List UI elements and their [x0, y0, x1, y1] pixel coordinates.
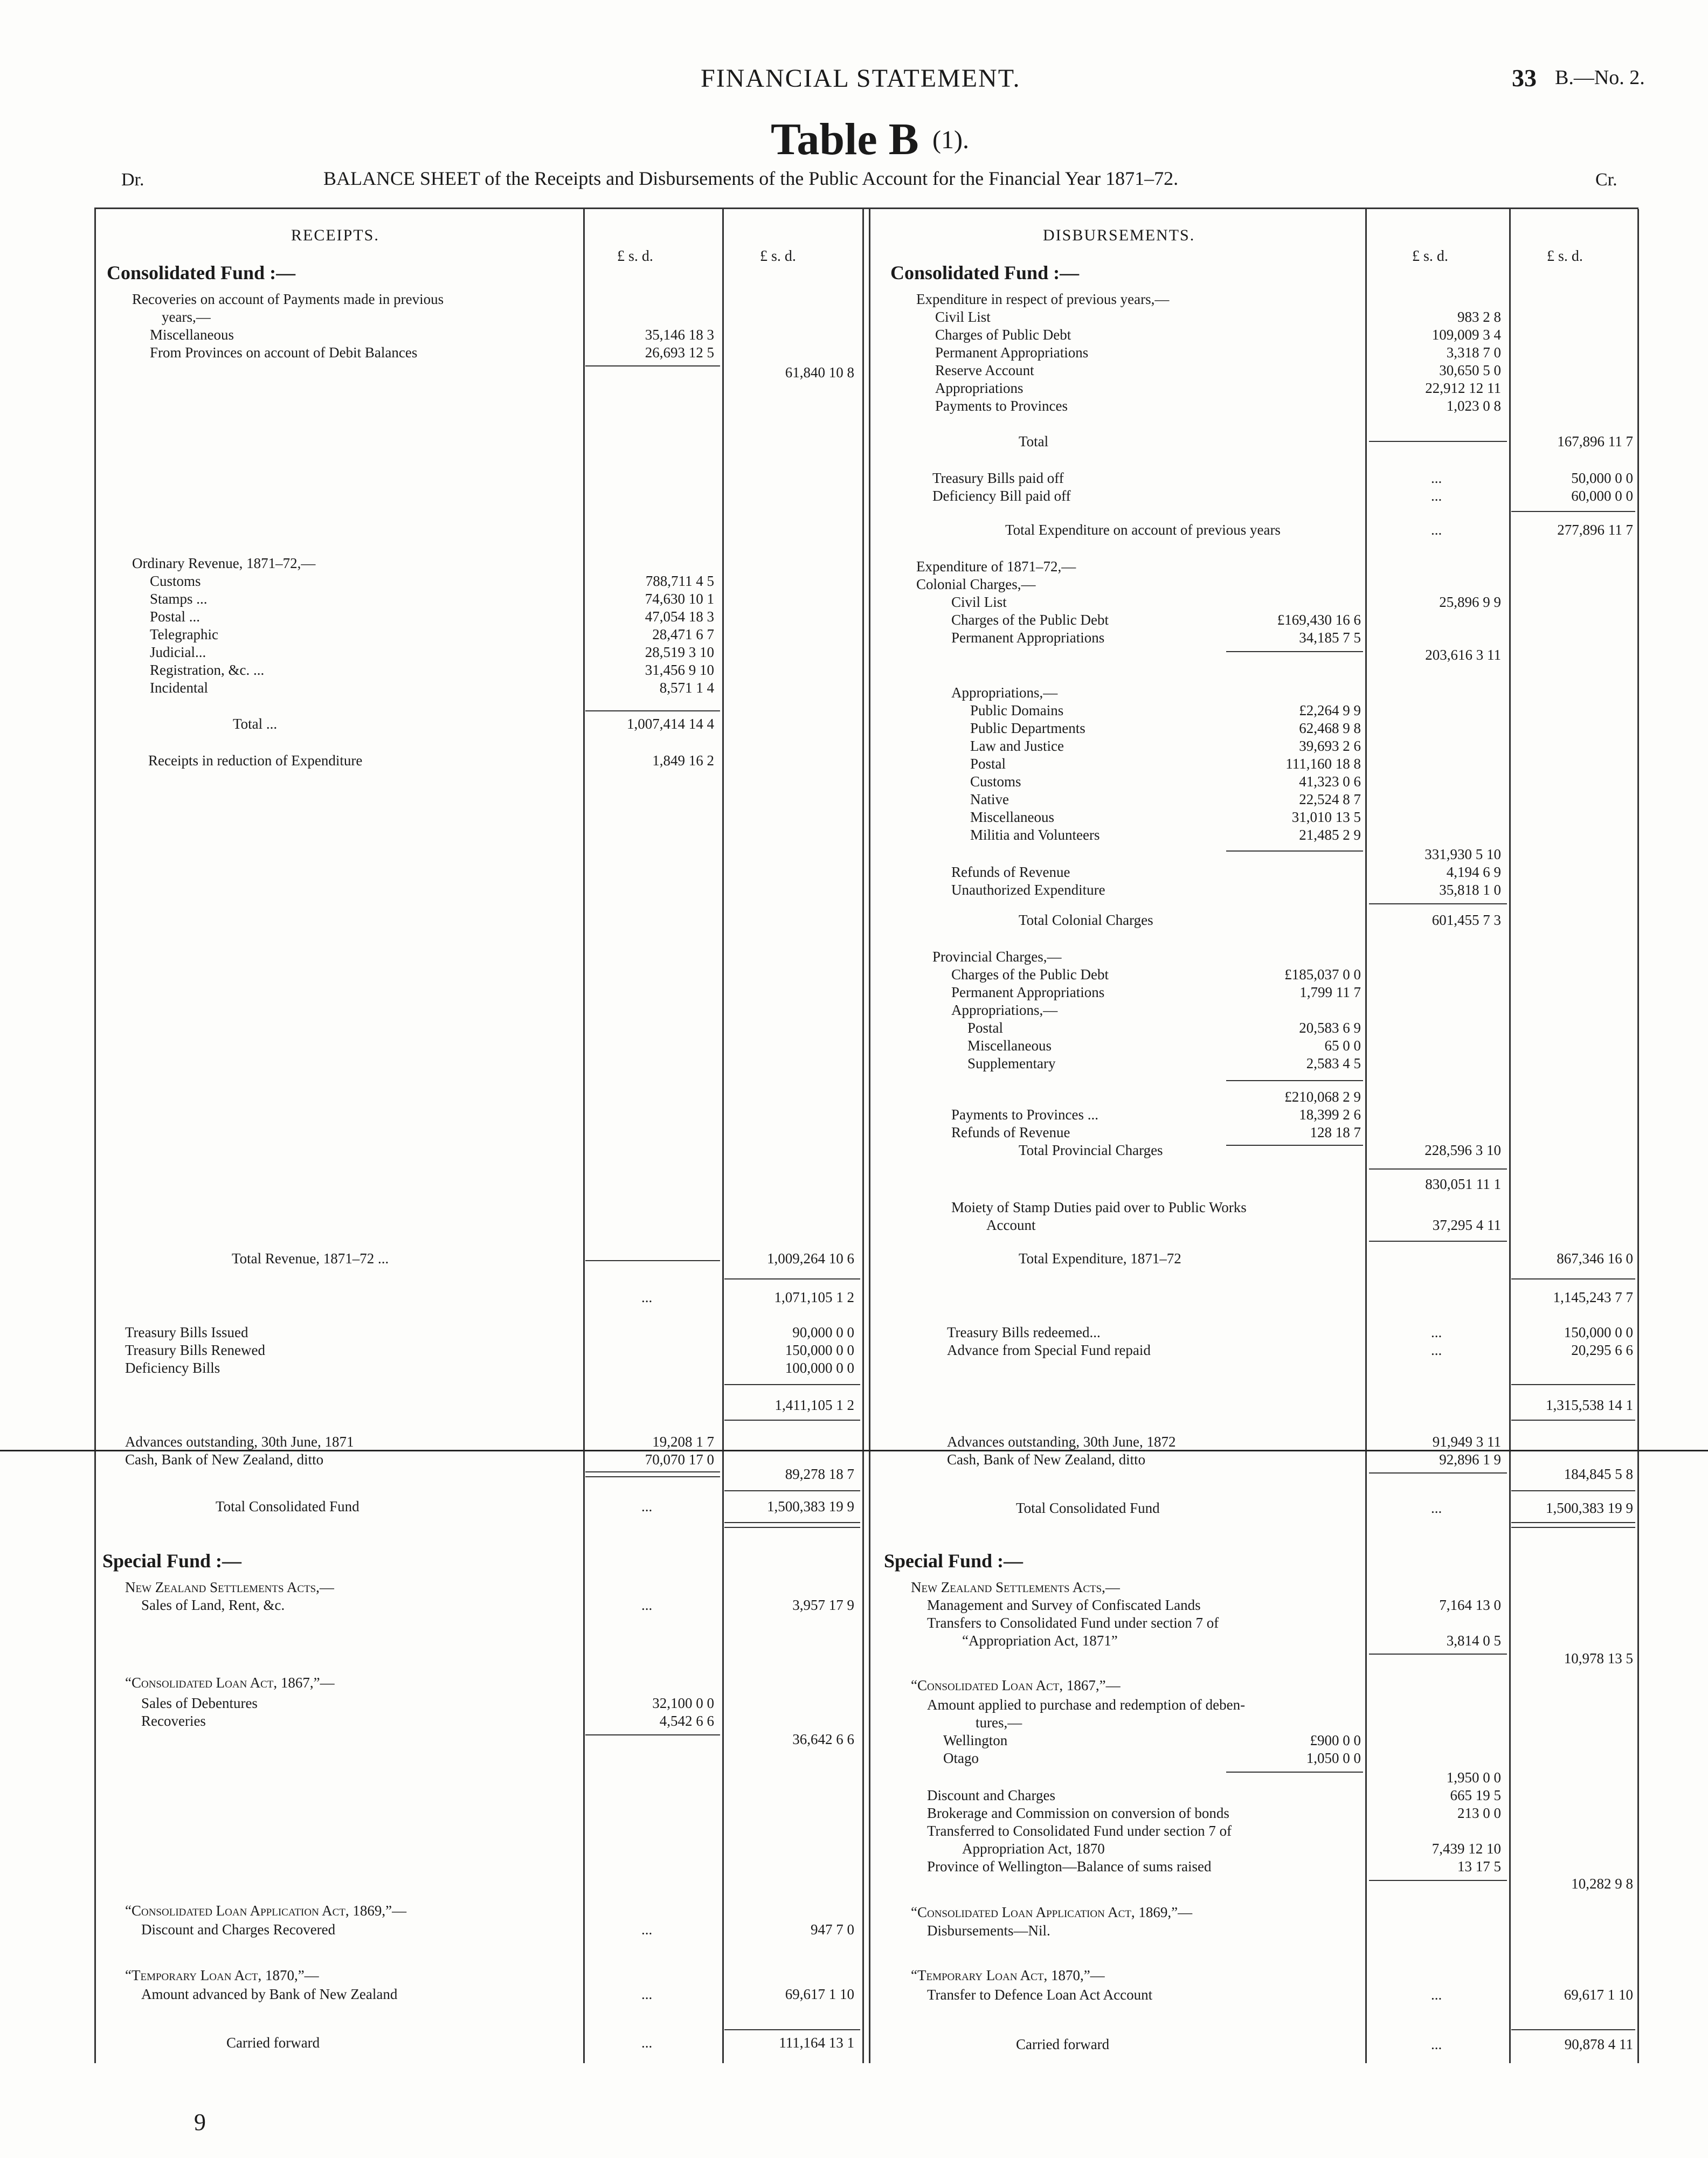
subtotal1-ellipsis: ... [641, 1289, 653, 1305]
right-total-label: Total [1019, 433, 1049, 449]
def-paid-ellipsis: ... [1431, 488, 1442, 504]
exp-7172-heading: Expenditure of 1871–72,— [916, 558, 1076, 575]
subtotal2-rule [724, 1384, 860, 1385]
moiety-value: 37,295 4 11 [1432, 1217, 1501, 1233]
advance-sf-value: 20,295 6 6 [1571, 1342, 1633, 1358]
advances-1872-label: Advances outstanding, 30th June, 1872 [947, 1434, 1176, 1450]
discount-charges-label: Discount and Charges [927, 1787, 1055, 1803]
tb-redeemed-ellipsis: ... [1431, 1324, 1442, 1340]
revenue-item-value: 28,519 3 10 [645, 644, 714, 660]
previous-year-item-label: Appropriations [935, 380, 1024, 396]
provincial-heading: Provincial Charges,— [932, 949, 1062, 965]
charges-pd-label: Charges of the Public Debt [951, 612, 1109, 628]
left-carried-ellipsis: ... [641, 2035, 653, 2051]
right-total-cf-ellipsis: ... [1431, 1500, 1442, 1516]
colonial-heading: Colonial Charges,— [916, 576, 1036, 592]
prov-pd-label: Charges of the Public Debt [951, 966, 1109, 983]
left-total-cf-value: 1,500,383 19 9 [767, 1498, 854, 1514]
recoveries-line-2: years,— [162, 309, 211, 325]
prov-refunds-underline [1226, 1145, 1363, 1146]
revenue-item-value: 47,054 18 3 [645, 608, 714, 625]
appropriation-item-label: Militia and Volunteers [970, 827, 1100, 843]
appropriation-item-label: Public Domains [970, 702, 1064, 718]
bnz-advance-value: 69,617 1 10 [785, 1986, 854, 2002]
units-col-1: £ s. d. [617, 248, 653, 265]
right-total-value: 167,896 11 7 [1557, 433, 1633, 449]
moiety-underline [1369, 1241, 1507, 1242]
cash-bnz-label-left: Cash, Bank of New Zealand, ditto [125, 1451, 324, 1468]
prov-app-heading: Appropriations,— [951, 1002, 1058, 1018]
total-revenue-underline [585, 1260, 720, 1261]
brokerage-value: 213 0 0 [1457, 1805, 1501, 1821]
ordinary-revenue-heading: Ordinary Revenue, 1871–72,— [132, 555, 316, 571]
left-claa-heading: “Consolidated Loan Application Act, 1869,”— [125, 1903, 407, 1919]
left-recoveries-label: Recoveries [141, 1713, 206, 1729]
prov-perm-value: 1,799 11 7 [1299, 984, 1361, 1000]
cash-double-underline [585, 1471, 720, 1477]
left-total-cf-double [724, 1522, 860, 1528]
advances-1871-label: Advances outstanding, 30th June, 1871 [125, 1434, 354, 1450]
left-recoveries-value: 4,542 6 6 [659, 1713, 714, 1729]
appropriation-item-value: 62,468 9 8 [1299, 720, 1361, 736]
right-cash-total-rule [1511, 1490, 1635, 1491]
discount-recovered-label: Discount and Charges Recovered [141, 1921, 336, 1938]
transferred-value: 7,439 12 10 [1432, 1841, 1501, 1857]
right-cash-underline [1369, 1472, 1507, 1474]
tb-paid-value: 50,000 0 0 [1571, 470, 1633, 486]
advance-sf-label: Advance from Special Fund repaid [947, 1342, 1151, 1358]
appropriation-item-value: 22,524 8 7 [1299, 791, 1361, 807]
otago-label: Otago [943, 1750, 979, 1766]
provinces-value: 26,693 12 5 [645, 344, 714, 361]
appropriation-item-value: 111,160 18 8 [1285, 756, 1361, 772]
tb-paid-ellipsis: ... [1431, 470, 1442, 486]
wellington-value: £900 0 0 [1310, 1732, 1361, 1748]
bnz-advance-label: Amount advanced by Bank of New Zealand [141, 1986, 398, 2002]
cla-right-underline [1369, 1880, 1507, 1881]
otago-underline [1226, 1772, 1363, 1773]
revenue-item-label: Incidental [150, 680, 208, 696]
civil-list-value: 25,896 9 9 [1439, 594, 1501, 610]
prov-perm-label: Permanent Appropriations [951, 984, 1105, 1000]
appropriation-item-label: Law and Justice [970, 738, 1064, 754]
revenue-item-label: Postal ... [150, 608, 200, 625]
document-reference: B.—No. 2. [1555, 66, 1645, 89]
refunds-label: Refunds of Revenue [951, 864, 1070, 880]
appropriation-item-value: 39,693 2 6 [1299, 738, 1361, 754]
cla-underline [585, 1734, 720, 1735]
sales-land-ellipsis: ... [641, 1597, 653, 1613]
wellington-label: Wellington [943, 1732, 1008, 1748]
deficiency-bills-label: Deficiency Bills [125, 1360, 220, 1376]
left-carried-label: Carried forward [226, 2035, 320, 2051]
subtotal1-rule [724, 1278, 860, 1279]
disbursements-heading: DISBURSEMENTS. [1043, 226, 1195, 244]
mgmt-value: 7,164 13 0 [1439, 1597, 1501, 1613]
previous-year-item-label: Permanent Appropriations [935, 344, 1089, 361]
tb-redeemed-label: Treasury Bills redeemed... [947, 1324, 1101, 1340]
revenue-underline [585, 710, 720, 711]
previous-year-item-label: Payments to Provinces [935, 398, 1068, 414]
revenue-item-label: Registration, &c. ... [150, 662, 265, 678]
left-cla-total: 36,642 6 6 [792, 1731, 854, 1747]
colonial-total-rule [1369, 903, 1507, 904]
right-tla-heading: “Temporary Loan Act, 1870,”— [911, 1967, 1105, 1983]
right-special-fund-heading: Special Fund :— [884, 1550, 1024, 1572]
right-total-cf-value: 1,500,383 19 9 [1546, 1500, 1633, 1516]
app-underline [1226, 850, 1363, 852]
right-nzsa-total: 10,978 13 5 [1564, 1650, 1633, 1666]
treasury-bills-issued-label: Treasury Bills Issued [125, 1324, 248, 1340]
advance-sf-ellipsis: ... [1431, 1342, 1442, 1358]
page-number: 33 [1512, 64, 1537, 92]
amount-applied-line-2: tures,— [976, 1714, 1022, 1731]
receipts-col-divider-1 [583, 209, 585, 2063]
treasury-bills-renewed-label: Treasury Bills Renewed [125, 1342, 265, 1358]
left-total-cf-ellipsis: ... [641, 1498, 653, 1514]
amount-applied-line-1: Amount applied to purchase and redemption of deben- [927, 1697, 1246, 1713]
app-total-value: 331,930 5 10 [1425, 846, 1501, 862]
right-carried-rule [1511, 2029, 1635, 2030]
unauth-value: 35,818 1 0 [1439, 882, 1501, 898]
transfers-value: 3,814 0 5 [1446, 1633, 1501, 1649]
appropriation-item-label: Miscellaneous [970, 809, 1054, 825]
disb-col-divider-1 [1365, 209, 1367, 2063]
recoveries-line-1: Recoveries on account of Payments made in previous [132, 291, 444, 307]
transfers-line-2: “Appropriation Act, 1871” [962, 1633, 1118, 1649]
advances-1871-value: 19,208 1 7 [652, 1434, 714, 1450]
table-suffix: (1). [932, 126, 969, 154]
total-prov-value: 228,596 3 10 [1425, 1142, 1501, 1158]
disb-col-divider-2 [1509, 209, 1511, 2063]
left-carried-value: 111,164 13 1 [779, 2035, 854, 2051]
civil-list-label: Civil List [951, 594, 1007, 610]
unauth-label: Unauthorized Expenditure [951, 882, 1105, 898]
sales-debentures-label: Sales of Debentures [141, 1695, 258, 1711]
treasury-bills-issued-value: 90,000 0 0 [792, 1324, 854, 1340]
total-revenue-label: Total Revenue, 1871–72 ... [232, 1250, 389, 1267]
left-carried-rule [724, 2029, 860, 2030]
colonial-sub-value: 203,616 3 11 [1425, 647, 1501, 663]
previous-year-item-value: 30,650 5 0 [1439, 362, 1501, 378]
transferred-line-2: Appropriation Act, 1870 [962, 1841, 1105, 1857]
revenue-item-value: 788,711 4 5 [645, 573, 714, 589]
previous-year-item-label: Charges of Public Debt [935, 327, 1071, 343]
cash-bnz-value-left: 70,070 17 0 [645, 1451, 714, 1468]
moiety-line-1: Moiety of Stamp Duties paid over to Public Works [951, 1199, 1247, 1215]
table-title: Table B [771, 114, 919, 164]
total-prev-ellipsis: ... [1431, 522, 1442, 538]
page-title: FINANCIAL STATEMENT. [701, 64, 1021, 93]
left-border [94, 209, 96, 2063]
right-cla-total: 10,282 9 8 [1571, 1876, 1633, 1892]
province-wellington-value: 13 17 5 [1457, 1858, 1501, 1875]
revenue-total-value: 1,007,414 14 4 [627, 716, 714, 732]
appropriation-item-label: Customs [970, 773, 1021, 790]
subtotal2-underline [724, 1420, 860, 1421]
sum1-value: 830,051 11 1 [1425, 1176, 1501, 1192]
recoveries-total: 61,840 10 8 [785, 364, 854, 381]
transfer-def-ellipsis: ... [1431, 1987, 1442, 2003]
perm-app-value: 34,185 7 5 [1299, 630, 1361, 646]
right-cash-total: 184,845 5 8 [1564, 1466, 1633, 1482]
previous-year-item-value: 3,318 7 0 [1446, 344, 1501, 361]
prov-misc-value: 65 0 0 [1324, 1038, 1361, 1054]
right-consolidated-fund-heading: Consolidated Fund :— [890, 262, 1080, 283]
revenue-item-value: 8,571 1 4 [659, 680, 714, 696]
previous-year-item-label: Civil List [935, 309, 991, 325]
total-prev-label: Total Expenditure on account of previous years [1005, 522, 1281, 538]
prov-sub-underline [1226, 1080, 1363, 1081]
prev-years-heading: Expenditure in respect of previous years,— [916, 291, 1170, 307]
sales-land-value: 3,957 17 9 [792, 1597, 854, 1613]
right-subtotal1-rule [1511, 1278, 1635, 1279]
right-total-cf-label: Total Consolidated Fund [1016, 1500, 1160, 1516]
def-paid-label: Deficiency Bill paid off [932, 488, 1071, 504]
disbursements-nil: Disbursements—Nil. [927, 1922, 1050, 1939]
receipts-col-divider-2 [722, 209, 724, 2063]
prov-sub-value: £210,068 2 9 [1284, 1089, 1361, 1105]
right-subtotal2-rule [1511, 1384, 1635, 1385]
prov-supp-label: Supplementary [967, 1055, 1056, 1071]
moiety-line-2: Account [986, 1217, 1036, 1233]
tb-redeemed-value: 150,000 0 0 [1564, 1324, 1633, 1340]
prev-total-rule [1511, 511, 1635, 512]
revenue-item-value: 74,630 10 1 [645, 591, 714, 607]
appropriations-heading: Appropriations,— [951, 684, 1058, 701]
appropriation-item-value: £2,264 9 9 [1299, 702, 1361, 718]
prov-misc-label: Miscellaneous [967, 1038, 1052, 1054]
misc-label: Miscellaneous [150, 327, 234, 343]
previous-year-item-value: 22,912 12 11 [1425, 380, 1501, 396]
appropriation-item-label: Public Departments [970, 720, 1085, 736]
units-col-3: £ s. d. [1412, 248, 1448, 265]
mgmt-label: Management and Survey of Confiscated Lands [927, 1597, 1201, 1613]
left-total-cf-label: Total Consolidated Fund [216, 1498, 359, 1514]
receipts-reduction-label: Receipts in reduction of Expenditure [148, 752, 363, 769]
transferred-line-1: Transferred to Consolidated Fund under section 7 of [927, 1823, 1232, 1839]
otago-value: 1,050 0 0 [1306, 1750, 1361, 1766]
cash-bnz-value-right: 92,896 1 9 [1439, 1451, 1501, 1468]
refunds-value: 4,194 6 9 [1446, 864, 1501, 880]
cash-total-rule [724, 1490, 860, 1491]
prev-underline [1369, 441, 1507, 442]
total-revenue-value: 1,009,264 10 6 [767, 1250, 854, 1267]
bnz-advance-ellipsis: ... [641, 1986, 653, 2002]
revenue-item-value: 31,456 9 10 [645, 662, 714, 678]
provinces-label: From Provinces on account of Debit Balances [150, 344, 418, 361]
debit-marker: Dr. [121, 170, 144, 190]
right-nzsa-heading: New Zealand Settlements Acts,— [911, 1579, 1120, 1595]
transfer-def-value: 69,617 1 10 [1564, 1987, 1633, 2003]
recoveries-underline [585, 365, 720, 366]
sales-debentures-value: 32,100 0 0 [652, 1695, 714, 1711]
center-divider-double [869, 209, 870, 2063]
prov-refunds-value: 128 18 7 [1310, 1124, 1361, 1140]
revenue-item-value: 28,471 6 7 [652, 626, 714, 642]
revenue-item-label: Judicial... [150, 644, 206, 660]
table-top-rule [94, 208, 1638, 209]
left-tla-heading: “Temporary Loan Act, 1870,”— [125, 1967, 319, 1983]
units-col-2: £ s. d. [760, 248, 796, 265]
transfer-def-label: Transfer to Defence Loan Act Account [927, 1987, 1153, 2003]
right-cla-heading: “Consolidated Loan Act, 1867,”— [911, 1677, 1121, 1693]
balance-sheet-subtitle: BALANCE SHEET of the Receipts and Disbursements of the Public Account for the Financial Year 1871–72. [323, 168, 1179, 189]
revenue-item-label: Customs [150, 573, 201, 589]
total-colonial-value: 601,455 7 3 [1432, 912, 1501, 928]
advances-1872-value: 91,949 3 11 [1432, 1434, 1501, 1450]
right-carried-value: 90,878 4 11 [1564, 2036, 1633, 2052]
right-carried-ellipsis: ... [1431, 2036, 1442, 2052]
left-cla-heading: “Consolidated Loan Act, 1867,”— [125, 1675, 335, 1691]
right-carried-label: Carried forward [1016, 2036, 1110, 2052]
brokerage-label: Brokerage and Commission on conversion of bonds [927, 1805, 1229, 1821]
revenue-item-label: Stamps ... [150, 591, 208, 607]
transfers-line-1: Transfers to Consolidated Fund under section 7 of [927, 1615, 1219, 1631]
right-border [1637, 209, 1639, 2063]
receipts-heading: RECEIPTS. [291, 226, 379, 244]
discount-charges-value: 665 19 5 [1450, 1787, 1501, 1803]
appropriation-item-value: 31,010 13 5 [1291, 809, 1361, 825]
right-subtotal2-underline [1511, 1420, 1635, 1421]
prov-postal-label: Postal [967, 1020, 1004, 1036]
prov-payments-label: Payments to Provinces ... [951, 1106, 1098, 1123]
colonial-sub-underline [1226, 651, 1363, 652]
right-subtotal-2: 1,315,538 14 1 [1546, 1397, 1633, 1413]
appropriation-item-label: Postal [970, 756, 1006, 772]
left-cash-total: 89,278 18 7 [785, 1466, 854, 1482]
prov-payments-value: 18,399 2 6 [1299, 1106, 1361, 1123]
perm-app-label: Permanent Appropriations [951, 630, 1105, 646]
prov-supp-value: 2,583 4 5 [1306, 1055, 1361, 1071]
discount-recovered-ellipsis: ... [641, 1921, 653, 1938]
revenue-item-label: Telegraphic [150, 626, 219, 642]
footer-signature-number: 9 [194, 2109, 206, 2135]
left-subtotal-2: 1,411,105 1 2 [775, 1397, 854, 1413]
previous-year-item-value: 109,009 3 4 [1432, 327, 1501, 343]
units-col-4: £ s. d. [1547, 248, 1583, 265]
total-prev-value: 277,896 11 7 [1557, 522, 1633, 538]
total-exp-value: 867,346 16 0 [1557, 1250, 1633, 1267]
appropriation-item-value: 41,323 0 6 [1299, 773, 1361, 790]
deficiency-bills-value: 100,000 0 0 [785, 1360, 854, 1376]
charges-pd-value: £169,430 16 6 [1277, 612, 1361, 628]
center-divider [862, 209, 864, 2063]
right-total-cf-double [1511, 1522, 1635, 1528]
credit-marker: Cr. [1595, 170, 1617, 190]
appropriation-item-label: Native [970, 791, 1009, 807]
strike-through-line [0, 1450, 1708, 1451]
discount-recovered-value: 947 7 0 [811, 1921, 854, 1938]
sum1-rule [1369, 1168, 1507, 1170]
previous-year-item-value: 983 2 8 [1457, 309, 1501, 325]
tb-paid-label: Treasury Bills paid off [932, 470, 1064, 486]
previous-year-item-label: Reserve Account [935, 362, 1034, 378]
left-subtotal-1: 1,071,105 1 2 [774, 1289, 854, 1305]
previous-year-item-value: 1,023 0 8 [1446, 398, 1501, 414]
appropriation-item-value: 21,485 2 9 [1299, 827, 1361, 843]
right-subtotal-1: 1,145,243 7 7 [1553, 1289, 1633, 1305]
transfers-underline [1369, 1654, 1507, 1655]
prov-postal-value: 20,583 6 9 [1299, 1020, 1361, 1036]
sales-land-label: Sales of Land, Rent, &c. [141, 1597, 285, 1613]
province-wellington-label: Province of Wellington—Balance of sums raised [927, 1858, 1212, 1875]
total-colonial-label: Total Colonial Charges [1019, 912, 1153, 928]
misc-value: 35,146 18 3 [645, 327, 714, 343]
revenue-total-label: Total ... [233, 716, 278, 732]
total-prov-label: Total Provincial Charges [1019, 1142, 1163, 1158]
treasury-bills-renewed-value: 150,000 0 0 [785, 1342, 854, 1358]
def-paid-value: 60,000 0 0 [1571, 488, 1633, 504]
left-special-fund-heading: Special Fund :— [102, 1550, 242, 1572]
right-claa-heading: “Consolidated Loan Application Act, 1869,”— [911, 1904, 1193, 1920]
cash-bnz-label-right: Cash, Bank of New Zealand, ditto [947, 1451, 1146, 1468]
total-exp-label: Total Expenditure, 1871–72 [1019, 1250, 1181, 1267]
prov-pd-value: £185,037 0 0 [1284, 966, 1361, 983]
deb-total-value: 1,950 0 0 [1446, 1769, 1501, 1786]
left-nzsa-heading: New Zealand Settlements Acts,— [125, 1579, 334, 1595]
receipts-reduction-value: 1,849 16 2 [652, 752, 714, 769]
prov-refunds-label: Refunds of Revenue [951, 1124, 1070, 1140]
left-consolidated-fund-heading: Consolidated Fund :— [107, 262, 296, 283]
